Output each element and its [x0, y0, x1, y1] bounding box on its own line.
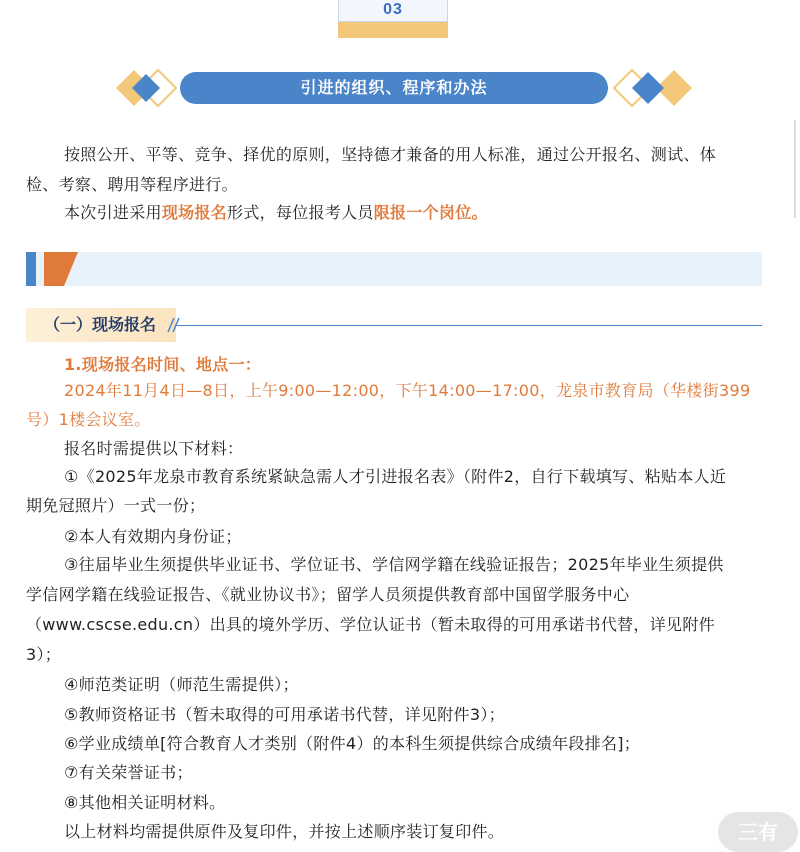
material-4: ④师范类证明（师范生需提供）；	[64, 675, 299, 694]
point1-line2: 号）1楼会议室。	[26, 410, 151, 429]
material-8: ⑧其他相关证明材料。	[64, 793, 226, 812]
closing-note: 以上材料均需提供原件及复印件，并按上述顺序装订复印件。	[64, 822, 505, 841]
intro-p2-mid: 形式，每位报考人员	[227, 203, 374, 222]
material-2: ②本人有效期内身份证；	[64, 527, 242, 546]
section-title: 引进的组织、程序和办法	[180, 72, 608, 104]
subsection-underline	[176, 325, 762, 326]
band-orange-accent-icon	[44, 252, 78, 286]
material-3-line4: 3）；	[26, 645, 62, 664]
point1-line1: 2024年11月4日—8日，上午9:00—12:00，下午14:00—17:00，龙泉市教育局（华楼街399	[64, 381, 751, 400]
intro-p2-prefix: 本次引进采用	[64, 203, 162, 222]
material-1-line1: ①《2025年龙泉市教育系统紧缺急需人才引进报名表》（附件2，自行下载填写、粘贴本人近	[64, 467, 727, 486]
intro-paragraph-line2: 检、考察、聘用等程序进行。	[26, 175, 238, 194]
material-3-line1: ③往届毕业生须提供毕业证书、学位证书、学信网学籍在线验证报告；2025年毕业生须提供	[64, 555, 724, 574]
section-number-tab	[338, 0, 448, 38]
subsection-title: （一）现场报名	[26, 308, 176, 342]
intro-paragraph-2	[64, 198, 488, 228]
highlight-one-position: 限报一个岗位。	[373, 203, 488, 222]
section-number-bar	[338, 22, 448, 38]
floating-menu-button[interactable]: 三有	[718, 812, 798, 852]
material-3-line2: 学信网学籍在线验证报告、《就业协议书》；留学人员须提供教育部中国留学服务中心	[26, 585, 630, 604]
diamond-decoration-right-icon	[608, 66, 694, 110]
material-6: ⑥学业成绩单[符合教育人才类别（附件4）的本科生须提供综合成绩年段排名]；	[64, 734, 641, 753]
materials-intro: 报名时需提供以下材料：	[64, 439, 244, 458]
material-1-line2: 期免冠照片）一式一份；	[26, 496, 206, 515]
band-blue-accent	[26, 252, 36, 286]
material-3-line3: （www.cscse.edu.cn）出具的境外学历、学位认证书（暂未取得的可用承诺书代替，详见附件	[26, 615, 715, 634]
diamond-decoration-left-icon	[96, 66, 182, 110]
section-number: 03	[338, 0, 448, 22]
highlight-onsite-registration: 现场报名	[161, 203, 228, 222]
scrollbar-track	[794, 120, 796, 218]
section-divider-band	[26, 252, 762, 286]
point1-title: 1.现场报名时间、地点一：	[64, 355, 262, 374]
material-7: ⑦有关荣誉证书；	[64, 763, 193, 782]
material-5: ⑤教师资格证书（暂未取得的可用承诺书代替，详见附件3）；	[64, 705, 505, 724]
intro-paragraph-line1: 按照公开、平等、竞争、择优的原则，坚持德才兼备的用人标准，通过公开报名、测试、体	[64, 145, 717, 164]
